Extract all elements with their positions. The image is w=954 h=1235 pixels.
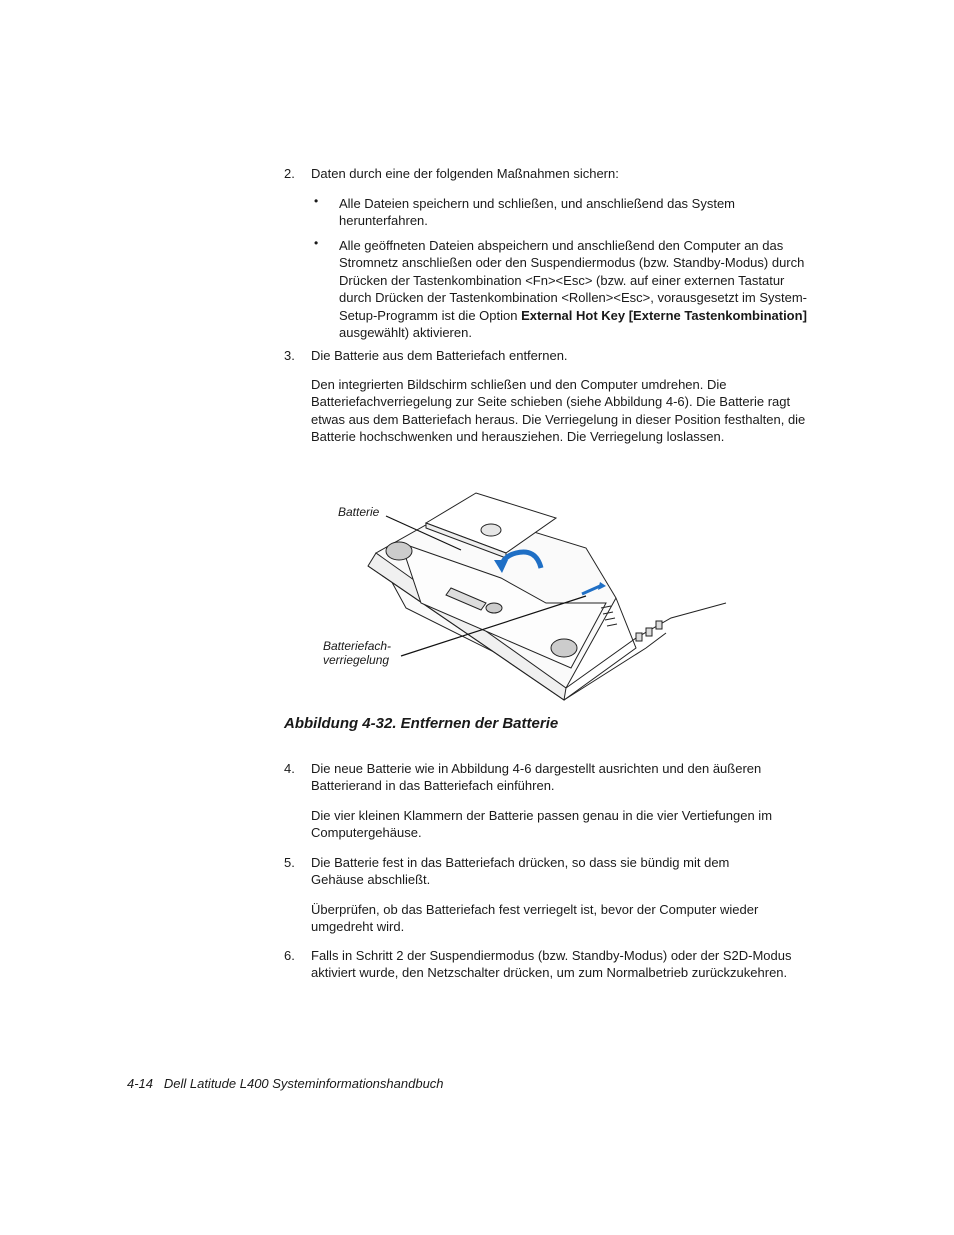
bullet-2-option-name: External Hot Key [Externe Tastenkombination] [521, 307, 807, 323]
step-2-number: 2. [284, 166, 295, 181]
bullet-icon: • [314, 194, 319, 208]
step-5-number: 5. [284, 855, 295, 870]
step-2-bullet-2 [339, 237, 814, 341]
step-5-paragraph: Überprüfen, ob das Batteriefach fest verriegelt ist, bevor der Computer wieder umgedreht wird. [311, 902, 759, 935]
step-6-text: Falls in Schritt 2 der Suspendiermodus (bzw. Standby-Modus) oder der S2D-Modus aktiviert wurde, den Netzschalter drücken, um zum Normalbetrieb zurückzukehren. [311, 948, 792, 981]
step-5-text: Die Batterie fest in das Batteriefach drücken, so dass sie bündig mit dem Gehäuse abschließt. [311, 855, 730, 888]
page-footer: 4-14 Dell Latitude L400 Systeminformationshandbuch [127, 1076, 444, 1091]
step-2-text: Daten durch eine der folgenden Maßnahmen sichern: [311, 166, 619, 181]
step-3-text: Die Batterie aus dem Batteriefach entfernen. [311, 348, 568, 363]
bullet-2-text-a: Alle geöffneten Dateien abspeichern und anschließend den Computer an das Stromnetz anschließen oder den Suspendiermodus (bzw. Standby-Modus) durch Drücken der Tastenkombination <Fn><Esc> (bzw. auf einer externen Tastatur durch Drücken der Tastenkombination <Rollen><Esc>, vorausgesetzt im System-Setup-Programm ist die Option [339, 238, 807, 323]
figure-caption: Abbildung 4-32. Entfernen der Batterie [284, 715, 559, 732]
step-4-text: Die neue Batterie wie in Abbildung 4-6 dargestellt ausrichten und den äußeren Batterierand in das Batteriefach einführen. [311, 761, 762, 794]
step-4-paragraph: Die vier kleinen Klammern der Batterie passen genau in die vier Vertiefungen im Computergehäuse. [311, 808, 773, 841]
bullet-2-text-b: ausgewählt) aktivieren. [339, 325, 472, 341]
step-6-number: 6. [284, 948, 295, 963]
step-3-number: 3. [284, 348, 295, 363]
latch-label-line-1: Batteriefach- [323, 639, 392, 653]
step-3-paragraph: Den integrierten Bildschirm schließen und den Computer umdrehen. Die Batteriefachverriegelung zur Seite schieben (siehe Abbildung 4-6). Die Batterie ragt etwas aus dem Batteriefach heraus. Die Verriegelung in dieser Position festhalten, die Batterie hochschwenken und herausziehen. Die Verriegelung loslassen. [311, 377, 806, 445]
step-2-bullet-1: Alle Dateien speichern und schließen, und anschließend das System herunterfahren. [339, 196, 736, 229]
latch-label-line-2: verriegelung [323, 653, 390, 667]
bullet-icon: • [314, 236, 319, 250]
step-4-number: 4. [284, 761, 295, 776]
battery-label: Batterie [338, 505, 380, 519]
